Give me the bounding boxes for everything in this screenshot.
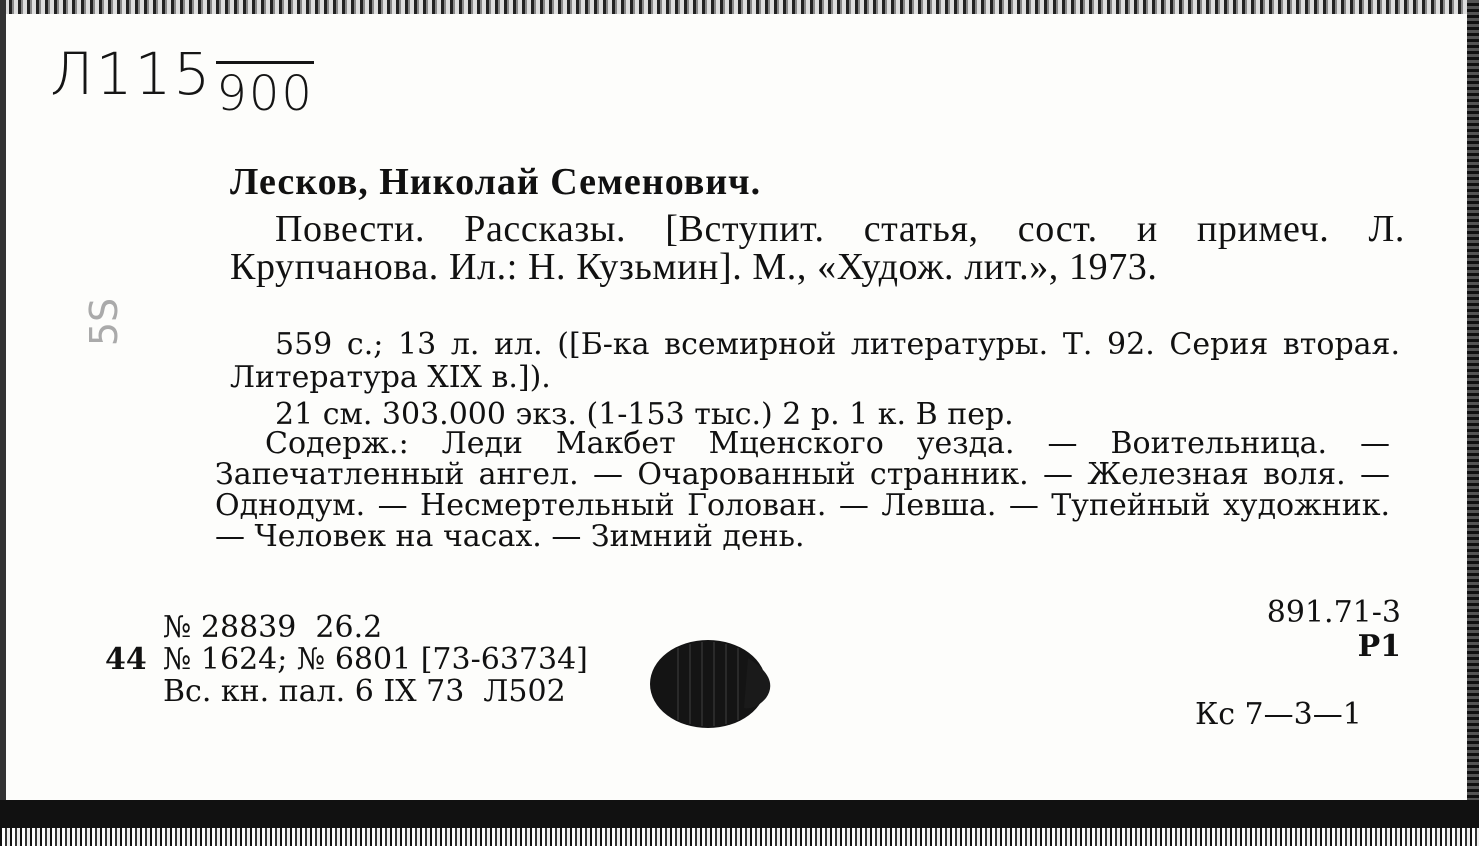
registration-numbers: [105, 612, 588, 708]
number-line-3: Вс. кн. пал. 6 IX 73 Л502: [163, 674, 566, 709]
classification-indices: [1267, 596, 1401, 664]
size-edition: 21 см. 303.000 экз. (1-153 тыс.) 2 р. 1 к. В пер.: [275, 397, 1014, 432]
scan-edge-bottom-band: [0, 800, 1479, 828]
bbk-index: Р1: [1357, 629, 1401, 664]
scan-edge-bottom: [0, 828, 1479, 846]
ink-stamp-blot: [648, 638, 778, 730]
scan-edge-right: [1467, 0, 1479, 846]
faint-margin-mark: 5S: [82, 297, 127, 347]
scan-edge-left: [0, 0, 6, 846]
handwritten-shelf-code: [50, 40, 314, 122]
pagination-series: 559 с.; 13 л. ил. ([Б-ка всемирной литературы. Т. 92. Серия вторая. Литература XIX в.]).: [230, 327, 1400, 395]
ks-code: Кс 7—3—1: [1195, 697, 1362, 732]
author-heading: Лесков, Николай Семенович.: [230, 161, 762, 203]
scan-edge-top: [0, 0, 1479, 14]
shelf-code-sub: 900: [216, 61, 314, 122]
shelf-code: Л115: [50, 40, 213, 108]
number-line-1: № 28839 26.2: [163, 610, 383, 645]
number-line-2: 44 № 1624; № 6801 [73-63734]: [105, 642, 588, 677]
title-statement: Повести. Рассказы. [Вступит. статья, сост. и примеч. Л. Крупчанова. Ил.: Н. Кузьмин]. М., «Худож. лит.», 1973.: [230, 208, 1405, 288]
contents-note: Содерж.: Леди Макбет Мценского уезда. — Воительница. — Запечатленный ангел. — Очарованный странник. — Железная воля. — Однодум. — Несмертельный Голован. — Левша. — Тупейный художник. — Человек на часах. — Зимний день.: [215, 426, 1390, 554]
udc-index: 891.71-3: [1266, 595, 1401, 630]
